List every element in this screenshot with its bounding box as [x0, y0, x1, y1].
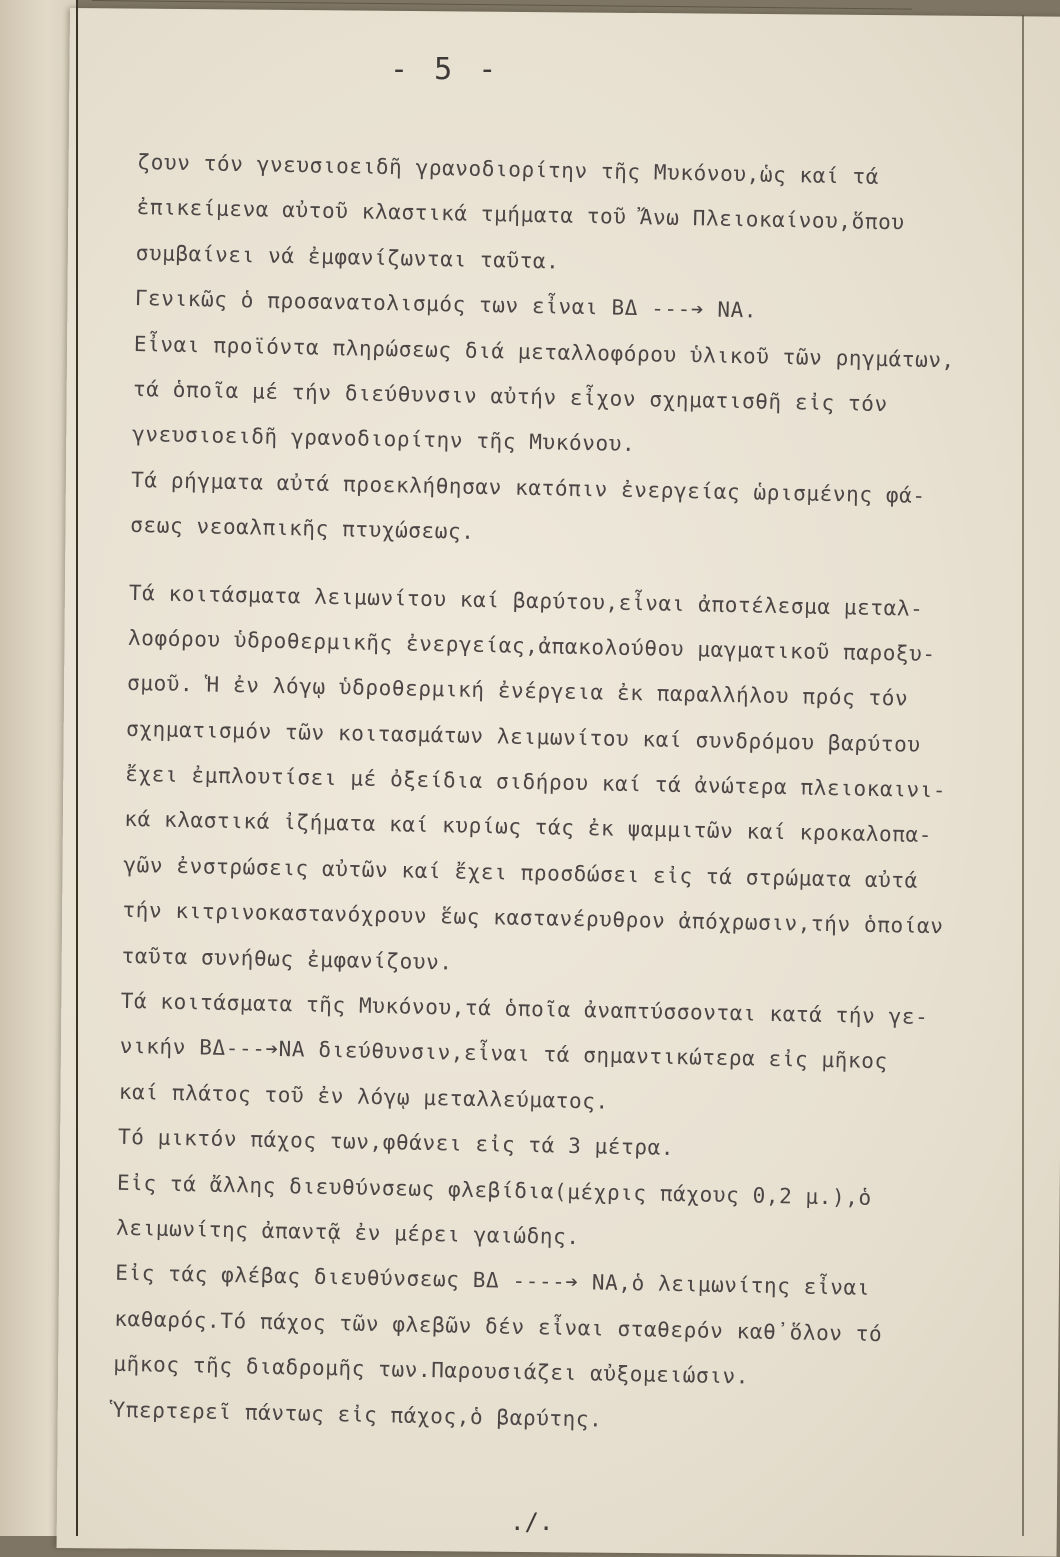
text-line: καί πλάτος τοῦ ἐν λόγῳ μεταλλεύματος. — [118, 1079, 610, 1114]
text-line: γνευσιοειδῆ γρανοδιορίτην τῆς Μυκόνου. — [131, 422, 636, 457]
text-line: Εἶναι προϊόντα πληρώσεως διά μεταλλοφόρου ὑλικοῦ τῶν ρηγμάτων, — [133, 331, 956, 372]
text-line: σχηματισμόν τῶν κοιτασμάτων λειμωνίτου καί συνδρόμου βαρύτου — [125, 716, 921, 757]
text-line: ζουν τόν γνευσιοειδῆ γρανοδιορίτην τῆς Μυκόνου,ὡς καί τά — [137, 149, 880, 189]
text-line: Τά ρήγματα αὐτά προεκλήθησαν κατόπιν ἐνεργείας ὡρισμένης φά- — [130, 467, 926, 508]
text-line: Γενικῶς ὁ προσανατολισμός των εἶναι ΒΔ ---➔ ΝΑ. — [134, 286, 758, 323]
text-line: σμοῦ. Ἡ ἐν λόγῳ ὑδροθερμική ἐνέργεια ἐκ παραλλήλου πρός τόν — [126, 671, 909, 711]
text-line: ἔχει ἐμπλουτίσει μέ ὀξείδια σιδήρου καί τά ἀνώτερα πλειοκαινι- — [125, 761, 947, 803]
top-rule — [92, 0, 912, 10]
margin-line — [76, 0, 78, 1536]
text-line: μῆκος τῆς διαδρομῆς των.Παρουσιάζει αὐξομειώσιν. — [113, 1351, 750, 1389]
text-line: κά κλαστικά ἰζήματα καί κυρίως τάς ἐκ ψαμμιτῶν καί κροκαλοπα- — [124, 807, 933, 848]
text-line: Ὑπερτερεῖ πάντως εἰς πάχος,ὁ βαρύτης. — [112, 1397, 603, 1432]
text-line: νικήν ΒΔ---➔ΝΑ διεύθυνσιν,εἶναι τά σημαντικώτερα εἰς μῆκος — [119, 1034, 889, 1074]
text-line: καθαρός.Τό πάχος τῶν φλεβῶν δέν εἶναι σταθερόν καθ᾽ὅλον τό — [114, 1306, 883, 1346]
body-text — [112, 140, 1018, 1450]
text-line: Εἰς τάς φλέβας διευθύνσεως ΒΔ ----➔ ΝΑ,ὁ λειμωνίτης εἶναι — [115, 1261, 871, 1301]
right-margin-line — [1022, 15, 1024, 1536]
text-line: ἐπικείμενα αὐτοῦ κλαστικά τμήματα τοῦ Ἄνω Πλειοκαίνου,ὅπου — [136, 195, 905, 235]
text-line: λοφόρου ὑδροθερμικῆς ἐνεργείας,ἀπακολούθου μαγματικοῦ παροξυ- — [127, 625, 936, 667]
text-line: συμβαίνει νά ἐμφανίζωνται ταῦτα. — [135, 240, 560, 274]
text-line: ταῦτα συνήθως ἐμφανίζουν. — [121, 943, 453, 975]
text-line: Τά κοιτάσματα τῆς Μυκόνου,τά ὁποῖα ἀναπτύσσονται κατά τήν γε- — [120, 988, 929, 1030]
paragraph — [112, 570, 1009, 1450]
paragraph — [130, 140, 1018, 566]
text-line: σεως νεοαλπικῆς πτυχώσεως. — [130, 513, 475, 544]
text-line: γῶν ἐνστρώσεις αὐτῶν καί ἔχει προσδώσει εἰς τά στρώματα αὐτά — [123, 852, 919, 893]
text-line: Τά κοιτάσματα λειμωνίτου καί βαρύτου,εἶναι ἀποτέλεσμα μεταλ- — [128, 580, 924, 621]
text-line: Εἰς τά ἄλλης διευθύνσεως φλεβίδια(μέχρις πάχους 0,2 μ.),ὁ — [116, 1170, 873, 1210]
text-line: λειμωνίτης ἀπαντᾷ ἐν μέρει γαιώδης. — [115, 1215, 580, 1250]
text-line: τά ὁποῖα μέ τήν διεύθυνσιν αὐτήν εἶχον σχηματισθῆ εἰς τόν — [132, 376, 888, 417]
text-line: τήν κιτρινοκαστανόχρουν ἕως καστανέρυθρον ἀπόχρωσιν,τήν ὁποίαν — [122, 898, 944, 939]
continuation-mark: ./. — [510, 1508, 554, 1536]
page-number: - 5 - — [390, 52, 501, 87]
text-line: Τό μικτόν πάχος των,φθάνει εἰς τά 3 μέτρα. — [117, 1125, 675, 1161]
